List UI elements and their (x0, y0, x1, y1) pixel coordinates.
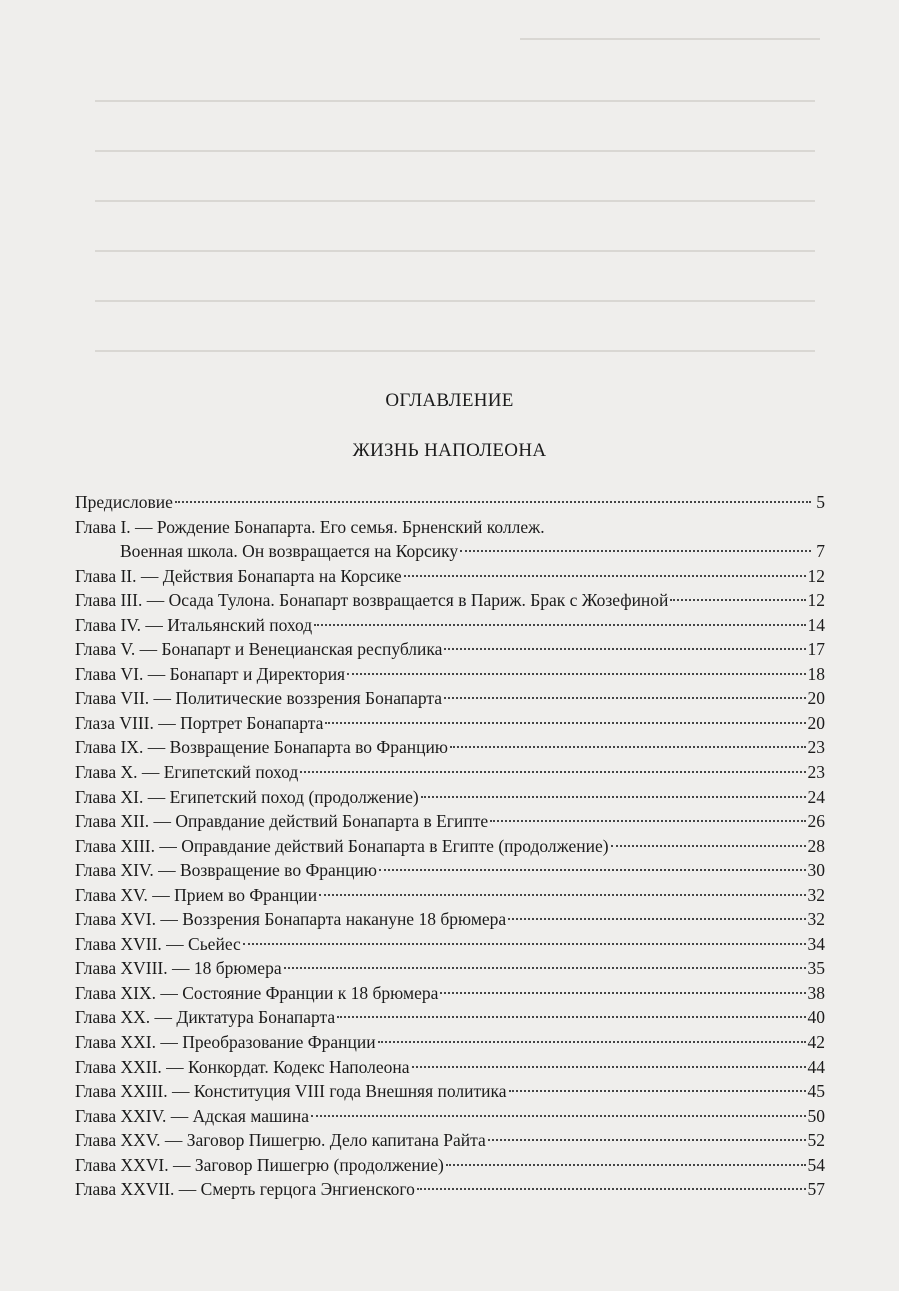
toc-entry-title: Глава XXV. — Заговор Пишегрю. Дело капитана Райта (75, 1130, 486, 1151)
toc-entry (75, 1055, 825, 1080)
toc-page-number: 34 (807, 933, 825, 954)
toc-entry-title: Глава XXI. — Преобразование Франции (75, 1032, 376, 1053)
toc-entry-title: Глава XXIII. — Конституция VIII года Внешняя политика (75, 1081, 507, 1102)
toc-leader-dots (670, 599, 805, 601)
toc-entry (75, 735, 825, 760)
toc-entry-title: Глава XXII. — Конкордат. Кодекс Наполеона (75, 1056, 410, 1077)
toc-leader-dots (243, 943, 806, 945)
toc-entry (75, 883, 825, 908)
toc-page-number: 17 (807, 639, 825, 660)
toc-page-number: 28 (807, 835, 825, 856)
toc-entry (75, 1030, 825, 1055)
section-title: ЖИЗНЬ НАПОЛЕОНА (352, 440, 547, 461)
toc-leader-dots (379, 869, 806, 871)
toc-entry (75, 981, 825, 1006)
toc-entry-title: Глава XIII. — Оправдание действий Бонапарта в Египте (продолжение) (75, 835, 609, 856)
toc-leader-dots (311, 1115, 805, 1117)
toc-leader-dots (490, 820, 805, 822)
toc-entry (75, 809, 825, 834)
toc-page-number: 50 (807, 1105, 825, 1126)
toc-entry (75, 1104, 825, 1129)
toc-entry (75, 932, 825, 957)
toc-entry (75, 539, 825, 564)
toc-entry (75, 662, 825, 687)
toc-entry-title: Глава VII. — Политические воззрения Бонапарта (75, 688, 443, 709)
toc-entry (75, 1005, 825, 1030)
toc-page-number: 44 (807, 1056, 825, 1077)
toc-page-number: 42 (807, 1032, 825, 1053)
toc-page-number: 54 (807, 1154, 825, 1175)
toc-entry (75, 1177, 825, 1202)
toc-leader-dots (325, 722, 805, 724)
toc-entry-title: Глава XVI. — Воззрения Бонапарта накануне 18 брюмера (75, 909, 507, 930)
toc-page-number: 18 (807, 663, 825, 684)
toc-entry (75, 588, 825, 613)
toc-page-number: 12 (807, 590, 825, 611)
toc-leader-dots (412, 1066, 806, 1068)
toc-entry (75, 515, 825, 540)
page-title: ОГЛАВЛЕНИЕ (385, 390, 514, 411)
toc-page-number: 20 (807, 688, 825, 709)
toc-entry-title: Глава X. — Египетский поход (75, 762, 299, 783)
toc-page-number: 32 (807, 909, 825, 930)
toc-leader-dots (611, 845, 806, 847)
toc-page-number: 35 (807, 958, 825, 979)
toc-entry-title: Предисловие (75, 492, 173, 512)
toc-entry-title: Глава XII. — Оправдание действий Бонапарта в Египте (75, 811, 489, 832)
toc-entry-title: Глава XVIII. — 18 брюмера (75, 958, 282, 979)
toc-entry (75, 711, 825, 736)
toc-entry-title: Глава XI. — Египетский поход (продолжение) (75, 786, 419, 807)
toc-entry (75, 834, 825, 859)
toc-entry-title: Глава XXIV. — Адская машина (75, 1105, 310, 1126)
toc-entry (75, 785, 825, 810)
toc-entry (75, 1128, 825, 1153)
toc-page-number: 52 (807, 1130, 825, 1151)
toc-leader-dots (404, 575, 806, 577)
toc-entry (75, 907, 825, 932)
toc-page-number: 38 (807, 982, 825, 1003)
toc-page-number: 45 (807, 1081, 825, 1102)
toc-page-number: 23 (807, 762, 825, 783)
toc-leader-dots (440, 992, 805, 994)
toc-page-number: 30 (807, 860, 825, 881)
toc-entry-title: Глава III. — Осада Тулона. Бонапарт возвращается в Париж. Брак с Жозефиной (75, 590, 669, 611)
toc-leader-dots (337, 1016, 805, 1018)
toc-leader-dots (460, 550, 811, 552)
toc-leader-dots (421, 796, 806, 798)
toc-entry-title: Глава XIV. — Возвращение во Францию (75, 860, 377, 881)
toc-entry-title: Глава XXVII. — Смерть герцога Энгиенского (75, 1179, 415, 1200)
toc-leader-dots (488, 1139, 806, 1141)
toc-entry-title: Глава II. — Действия Бонапарта на Корсике (75, 565, 402, 586)
toc-entry (75, 1153, 825, 1178)
toc-entry-title: Глава IX. — Возвращение Бонапарта во Францию (75, 737, 448, 758)
toc-leader-dots (508, 918, 805, 920)
toc-entry-title: Глава XXVI. — Заговор Пишегрю (продолжение) (75, 1154, 444, 1175)
toc-entry (75, 613, 825, 638)
toc-entry (75, 490, 825, 515)
toc-page-number: 23 (807, 737, 825, 758)
toc-entry (75, 564, 825, 589)
toc-entry-title: Глава XX. — Диктатура Бонапарта (75, 1007, 336, 1028)
toc-leader-dots (509, 1090, 806, 1092)
toc-page-number: 57 (807, 1179, 825, 1200)
toc-page-number: 12 (807, 565, 825, 586)
toc-page-number: 5 (816, 492, 825, 512)
toc-leader-dots (444, 697, 805, 699)
toc-entry-title: Глава XV. — Прием во Франции (75, 884, 318, 905)
toc-leader-dots (314, 624, 805, 626)
toc-entry-title: Глава I. — Рождение Бонапарта. Его семья. Брненский коллеж. (75, 516, 545, 537)
toc-leader-dots (446, 1164, 806, 1166)
toc-page-number: 26 (807, 811, 825, 832)
toc-leader-dots (444, 648, 805, 650)
table-of-contents (75, 490, 825, 1202)
toc-page-number: 7 (816, 541, 825, 562)
toc-leader-dots (300, 771, 805, 773)
toc-leader-dots (319, 894, 805, 896)
toc-leader-dots (347, 673, 805, 675)
toc-entry (75, 858, 825, 883)
toc-entry (75, 637, 825, 662)
toc-entry-title: Глава XVII. — Сьейес (75, 933, 241, 954)
toc-entry-title: Военная школа. Он возвращается на Корсику (120, 541, 459, 562)
toc-entry-title: Глава VI. — Бонапарт и Директория (75, 663, 346, 684)
toc-entry (75, 1079, 825, 1104)
toc-entry-title: Глава IV. — Итальянский поход (75, 614, 313, 635)
toc-page-number: 40 (807, 1007, 825, 1028)
toc-entry-title: Глава XIX. — Состояние Франции к 18 брюмера (75, 982, 439, 1003)
toc-leader-dots (175, 501, 811, 503)
toc-entry (75, 686, 825, 711)
toc-page-number: 24 (807, 786, 825, 807)
toc-entry (75, 760, 825, 785)
toc-page-number: 32 (807, 884, 825, 905)
toc-entry-title: Глаза VIII. — Портрет Бонапарта (75, 712, 324, 733)
toc-entry (75, 956, 825, 981)
toc-leader-dots (417, 1188, 806, 1190)
toc-leader-dots (284, 967, 806, 969)
toc-page-number: 20 (807, 712, 825, 733)
toc-page-number: 14 (807, 614, 825, 635)
toc-leader-dots (450, 746, 806, 748)
toc-entry-title: Глава V. — Бонапарт и Венецианская республика (75, 639, 443, 660)
toc-leader-dots (378, 1041, 806, 1043)
